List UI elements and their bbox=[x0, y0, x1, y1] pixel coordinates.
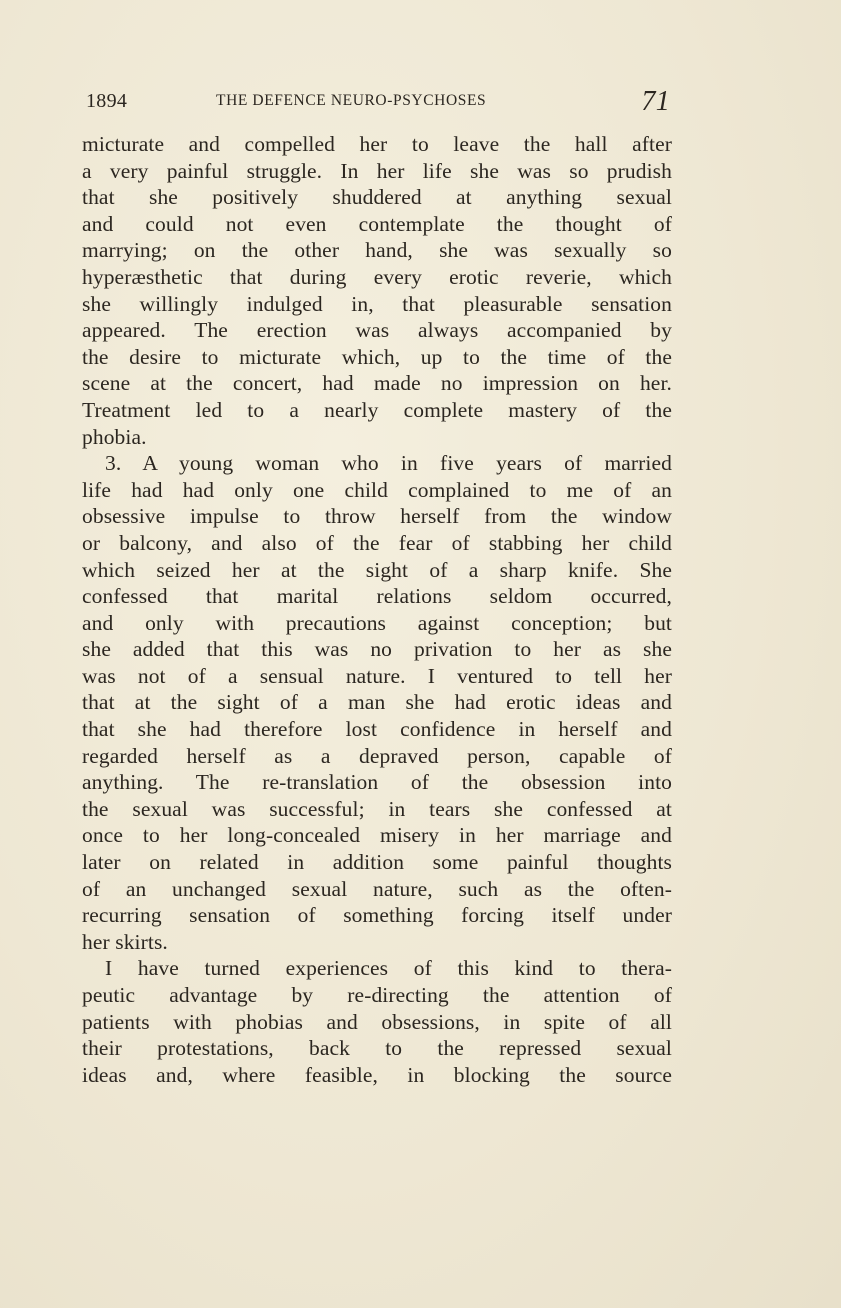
text-line: phobia. bbox=[82, 424, 147, 449]
text-line: Treatment led to a nearly complete mastery of the bbox=[82, 397, 672, 422]
text-line: life had had only one child complained to me of an bbox=[82, 477, 672, 502]
text-line: of an unchanged sexual nature, such as the often- bbox=[82, 876, 672, 901]
text-line: confessed that marital relations seldom occurred, bbox=[82, 584, 672, 609]
text-line: patients with phobias and obsessions, in spite of all bbox=[82, 1009, 672, 1034]
text-line: marrying; on the other hand, she was sexually so bbox=[82, 238, 672, 263]
text-line: I have turned experiences of this kind to thera- bbox=[105, 956, 672, 981]
text-line: that at the sight of a man she had erotic ideas and bbox=[82, 690, 672, 715]
page-number: 71 bbox=[641, 86, 670, 117]
text-line: and could not even contemplate the thought of bbox=[82, 211, 672, 236]
text-line: and only with precautions against conception; but bbox=[82, 610, 672, 635]
text-line: obsessive impulse to throw herself from the window bbox=[82, 504, 672, 529]
text-line: which seized her at the sight of a sharp knife. She bbox=[82, 557, 672, 582]
header-year: 1894 bbox=[86, 90, 128, 112]
text-line: recurring sensation of something forcing itself under bbox=[82, 903, 672, 928]
text-line: peutic advantage by re-directing the attention of bbox=[82, 983, 672, 1007]
text-line: or balcony, and also of the fear of stabbing her child bbox=[82, 530, 672, 555]
text-line: 3. A young woman who in five years of married bbox=[105, 451, 672, 476]
text-line: the sexual was successful; in tears she confessed at bbox=[82, 796, 672, 821]
text-line: that she had therefore lost confidence in herself and bbox=[82, 717, 672, 742]
text-line: their protestations, back to the repressed sexual bbox=[82, 1036, 672, 1061]
text-line: a very painful struggle. In her life she was so prudish bbox=[82, 158, 672, 183]
text-line: micturate and compelled her to leave the hall after bbox=[82, 132, 672, 156]
text-line: once to her long-concealed misery in her marriage and bbox=[82, 823, 672, 848]
text-line: was not of a sensual nature. I ventured to tell her bbox=[82, 663, 672, 688]
text-line: regarded herself as a depraved person, capable of bbox=[82, 743, 672, 768]
text-line: appeared. The erection was always accompanied by bbox=[82, 318, 672, 343]
text-line: that she positively shuddered at anything sexual bbox=[82, 185, 672, 210]
text-line: the desire to micturate which, up to the time of the bbox=[82, 344, 672, 369]
text-line: scene at the concert, had made no impression on her. bbox=[82, 371, 672, 396]
text-line: she willingly indulged in, that pleasurable sensation bbox=[82, 291, 672, 316]
text-line: she added that this was no privation to her as she bbox=[82, 637, 672, 662]
text-line: hyperæsthetic that during every erotic reverie, which bbox=[82, 264, 672, 289]
body-text bbox=[82, 131, 672, 1088]
text-line: later on related in addition some painful thoughts bbox=[82, 850, 672, 875]
running-header bbox=[86, 86, 670, 116]
text-line: her skirts. bbox=[82, 929, 168, 954]
text-line: ideas and, where feasible, in blocking the source bbox=[82, 1062, 672, 1087]
running-title: THE DEFENCE NEURO-PSYCHOSES bbox=[216, 92, 487, 109]
text-line: anything. The re-translation of the obsession into bbox=[82, 770, 672, 795]
